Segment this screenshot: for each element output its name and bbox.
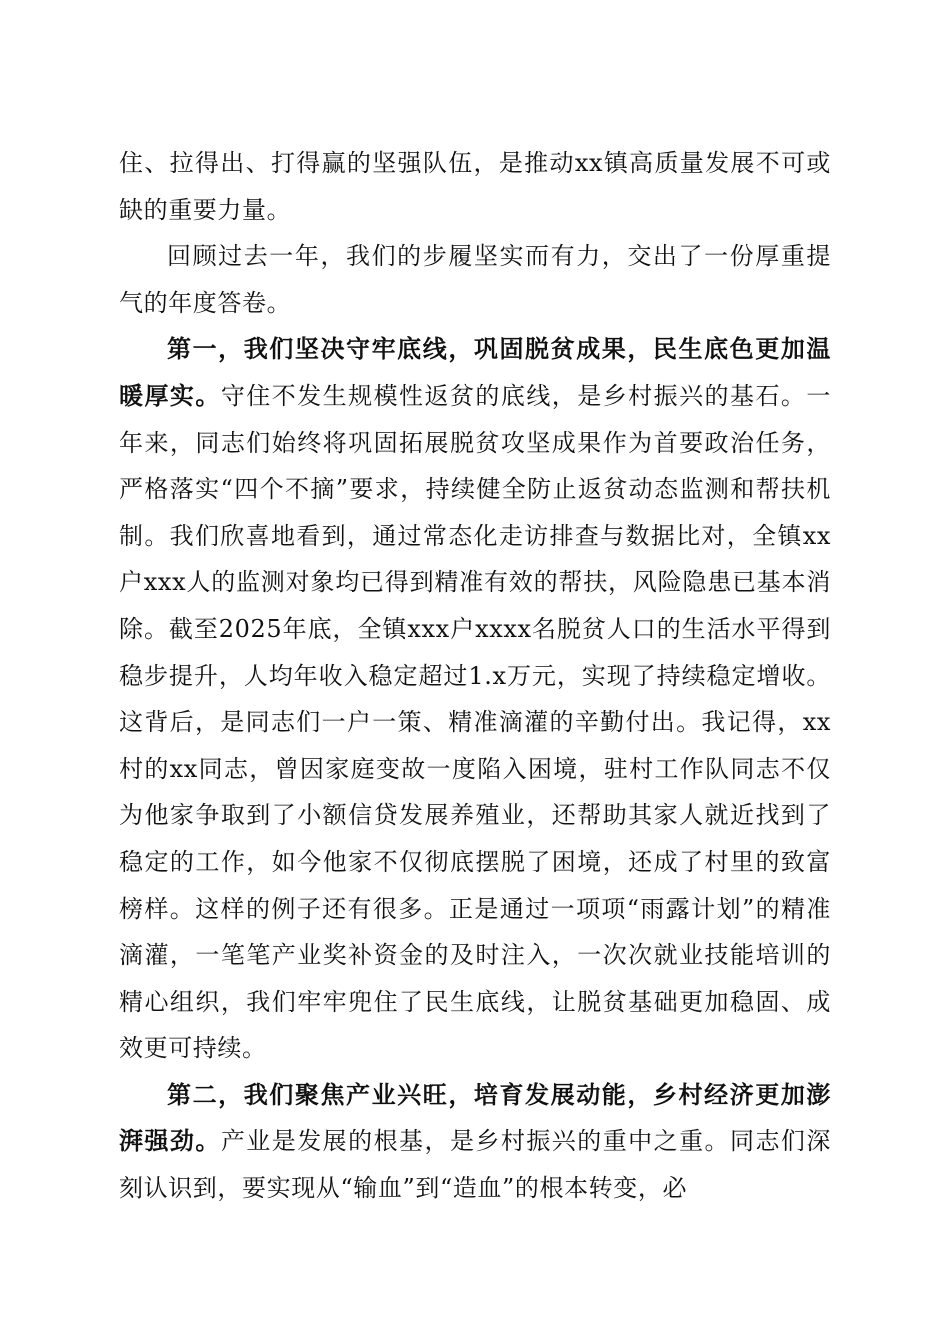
paragraph-3	[119, 326, 831, 1072]
paragraph-2	[119, 233, 831, 326]
paragraph-3-lead: 第一，我们坚决守牢底线，巩固脱贫成果，民生底色更加温暖厚实。	[119, 334, 831, 410]
paragraph-2-body: 回顾过去一年，我们的步履坚实而有力，交出了一份厚重提气的年度答卷。	[119, 242, 831, 317]
paragraph-4-lead: 第二，我们聚焦产业兴旺，培育发展动能，乡村经济更加澎湃强劲。	[119, 1079, 831, 1156]
paragraph-1	[119, 140, 831, 233]
document-body	[119, 140, 831, 1212]
paragraph-1-body: 住、拉得出、打得赢的坚强队伍，是推动xx镇高质量发展不可或缺的重要力量。	[119, 149, 831, 224]
paragraph-4	[119, 1072, 831, 1212]
paragraph-4-body: 产业是发展的根基，是乡村振兴的重中之重。同志们深刻认识到，要实现从“输血”到“造血”的根本转变，必	[119, 1127, 831, 1203]
paragraph-3-body: 守住不发生规模性返贫的底线，是乡村振兴的基石。一年来，同志们始终将巩固拓展脱贫攻坚成果作为首要政治任务，严格落实“四个不摘”要求，持续健全防止返贫动态监测和帮扶机制。我们欣喜地看到，通过常态化走访排查与数据比对，全镇xx户xxx人的监测对象均已得到精准有效的帮扶，风险隐患已基本消除。截至2025年底，全镇xxx户xxxx名脱贫人口的生活水平得到稳步提升，人均年收入稳定超过1.x万元，实现了持续稳定增收。这背后，是同志们一户一策、精准滴灌的辛勤付出。我记得，xx村的xx同志，曾因家庭变故一度陷入困境，驻村工作队同志不仅为他家争取到了小额信贷发展养殖业，还帮助其家人就近找到了稳定的工作，如今他家不仅彻底摆脱了困境，还成了村里的致富榜样。这样的例子还有很多。正是通过一项项“雨露计划”的精准滴灌，一笔笔产业奖补资金的及时注入，一次次就业技能培训的精心组织，我们牢牢兜住了民生底线，让脱贫基础更加稳固、成效更可持续。	[119, 381, 831, 1063]
